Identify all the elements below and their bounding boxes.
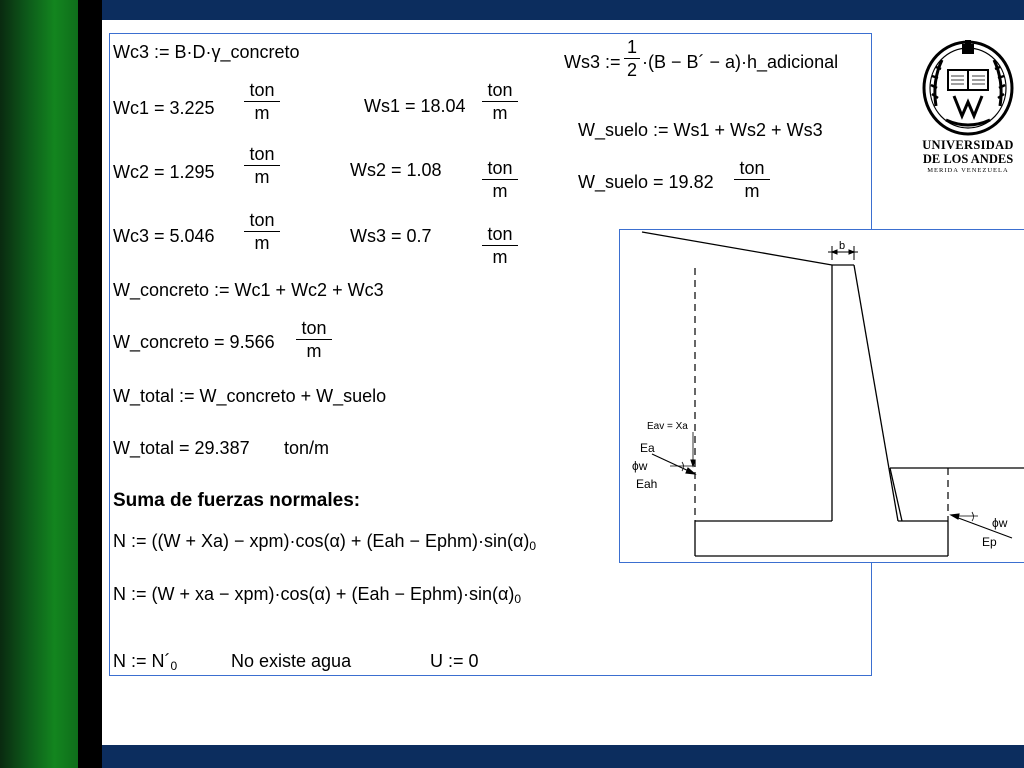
unit-num: ton: [482, 80, 518, 102]
wc2-value: Wc2 = 1.295: [113, 162, 215, 182]
unit-den: m: [744, 181, 760, 201]
normal-force-eq-2: [113, 584, 521, 606]
retaining-wall-drawing: [620, 230, 1024, 562]
university-name-line2: DE LOS ANDES: [922, 152, 1014, 166]
wtotal-definition: W_total := W_concreto + W_suelo: [113, 386, 387, 406]
unit-num: ton: [244, 80, 280, 102]
wc1-unit: [244, 80, 280, 124]
phi-w-left-label: ϕw: [632, 459, 648, 473]
university-name-line1: UNIVERSIDAD: [922, 138, 1014, 152]
unit-den: m: [254, 103, 270, 123]
unit-num: ton: [482, 158, 518, 180]
wsuelo-unit: [734, 158, 770, 202]
ws2-unit: [482, 158, 518, 202]
unit-den: m: [306, 341, 322, 361]
subscript-zero: 0: [514, 592, 522, 606]
normal-force-eq-1: [113, 531, 536, 553]
normal-force-eq-3: [113, 651, 177, 673]
ep-label: Ep: [982, 535, 997, 549]
unit-num: ton: [244, 144, 280, 166]
eq-text: N := N´: [113, 651, 171, 671]
ws1-unit: [482, 80, 518, 124]
unit-den: m: [492, 247, 508, 267]
ws1-value: Ws1 = 18.04: [364, 96, 466, 116]
wsuelo-value: W_suelo = 19.82: [578, 172, 714, 192]
wconcreto-unit: [296, 318, 332, 362]
left-sidebar-gradient: [0, 0, 78, 768]
retaining-wall-diagram: [619, 229, 1024, 563]
university-seal-icon: [918, 36, 1018, 136]
wconcreto-value: W_concreto = 9.566: [113, 332, 275, 352]
wc3-definition: Wc3 := B·D·γ_concreto: [113, 42, 300, 62]
university-location: MERIDA VENEZUELA: [927, 167, 1009, 174]
ws3-half-fraction: [624, 37, 640, 81]
eq-text: N := ((W + Xa) − xpm)·cos(α) + (Eah − Ephm)·sin(α): [113, 531, 530, 551]
sum-normal-forces-heading: Suma de fuerzas normales:: [113, 490, 361, 511]
unit-num: ton: [296, 318, 332, 340]
wsuelo-definition: W_suelo := Ws1 + Ws2 + Ws3: [578, 120, 823, 140]
subscript-zero: 0: [170, 659, 178, 673]
unit-num: ton: [734, 158, 770, 180]
unit-den: m: [492, 181, 508, 201]
unit-num: ton: [482, 224, 518, 246]
wc3-value: Wc3 = 5.046: [113, 226, 215, 246]
wc2-unit: [244, 144, 280, 188]
bottom-band: [102, 745, 1024, 768]
u-equation: U := 0: [430, 651, 479, 671]
phi-w-right-label: ϕw: [992, 516, 1008, 530]
eq-text: N := (W + xa − xpm)·cos(α) + (Eah − Ephm)·sin(α): [113, 584, 515, 604]
no-water-note: No existe agua: [231, 651, 352, 671]
eav-label: Eav = Xa: [647, 421, 688, 432]
subscript-zero: 0: [529, 539, 537, 553]
ws3-definition-lhs: Ws3 :=: [564, 52, 621, 72]
wconcreto-definition: W_concreto := Wc1 + Wc2 + Wc3: [113, 280, 384, 300]
ws3-unit: [482, 224, 518, 268]
eah-label: Eah: [636, 477, 658, 491]
wc3-unit: [244, 210, 280, 254]
left-black-strip: [78, 0, 102, 768]
fraction-denominator: 2: [626, 60, 637, 80]
wtotal-value: W_total = 29.387: [113, 438, 250, 458]
unit-den: m: [254, 233, 270, 253]
wc1-value: Wc1 = 3.225: [113, 98, 215, 118]
unit-num: ton: [244, 210, 280, 232]
fraction-numerator: 1: [624, 37, 640, 59]
unit-den: m: [254, 167, 270, 187]
ea-label: Ea: [640, 441, 655, 455]
b-dimension-label: b: [839, 240, 846, 252]
ws3-definition-rhs: ·(B − B´ − a)·h_adicional: [642, 52, 839, 72]
ws3-value: Ws3 = 0.7: [350, 226, 432, 246]
unit-den: m: [492, 103, 508, 123]
top-band: [102, 0, 1024, 20]
wtotal-unit: ton/m: [284, 438, 330, 458]
ws2-value: Ws2 = 1.08: [350, 160, 442, 180]
